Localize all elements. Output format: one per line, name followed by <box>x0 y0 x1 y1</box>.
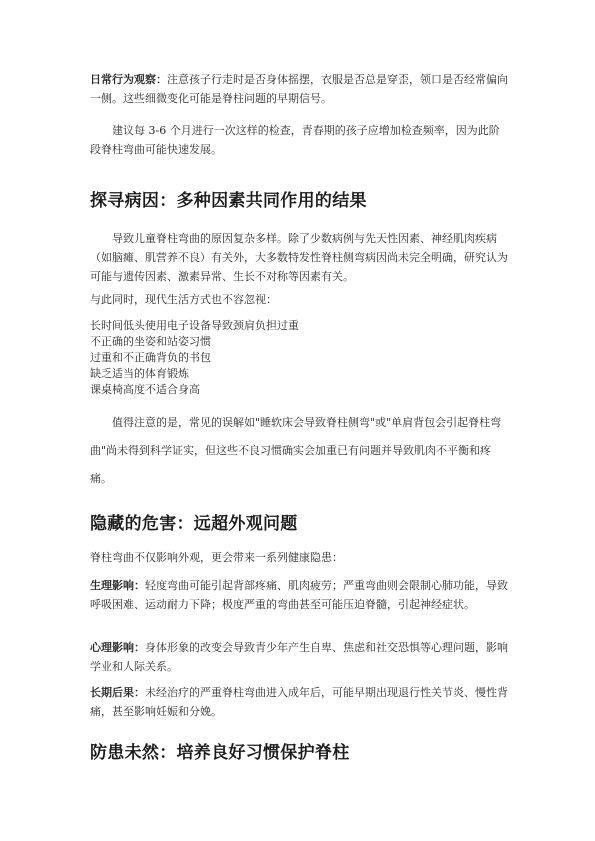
mental-impact-paragraph <box>90 638 508 676</box>
list-item: 课桌椅高度不适合身高 <box>90 383 200 396</box>
list-item: 长时间低头使用电子设备导致颈肩负担过重 <box>90 319 299 332</box>
list-item: 缺乏适当的体育锻炼 <box>90 367 189 380</box>
longterm-impact-paragraph <box>90 683 508 721</box>
misconception-note-paragraph: 值得注意的是，常见的误解如"睡软床会导致脊柱侧弯"或"单肩背包会引起脊柱弯曲"尚未得到科学证实，但这些不良习惯确实会加重已有问题并导致肌肉不平衡和疼痛。 <box>90 416 502 485</box>
lifestyle-lead-paragraph: 与此同时，现代生活方式也不容忽视： <box>90 293 277 306</box>
physical-impact-paragraph <box>90 576 508 614</box>
daily-observation-text: 注意孩子行走时是否身体摇摆，衣服是否总是穿歪，领口是否经常偏向一侧。这些细微变化可能是脊柱问题的早期信号。 <box>90 73 508 105</box>
mental-impact-text: 身体形象的改变会导致青少年产生自卑、焦虑和社交恐惧等心理问题，影响学业和人际关系。 <box>90 641 508 673</box>
list-item: 过重和不正确背负的书包 <box>90 351 211 364</box>
daily-observation-paragraph <box>90 70 508 108</box>
check-suggestion-paragraph: 建议每 3-6 个月进行一次这样的检查，青春期的孩子应增加检查频率，因为此阶段脊柱弯曲可能快速发展。 <box>90 124 500 156</box>
section-heading-causes: 探寻病因：多种因素共同作用的结果 <box>90 191 367 211</box>
lifestyle-factor-list <box>90 318 490 398</box>
list-item: 不正确的坐姿和站姿习惯 <box>90 335 211 348</box>
longterm-impact-label: 长期后果： <box>90 686 145 699</box>
mental-impact-label: 心理影响： <box>90 641 145 654</box>
hazards-intro-paragraph: 脊柱弯曲不仅影响外观，更会带来一系列健康隐患： <box>90 551 343 564</box>
daily-observation-label: 日常行为观察： <box>90 73 167 86</box>
longterm-impact-text: 未经治疗的严重脊柱弯曲进入成年后，可能早期出现退行性关节炎、慢性背痛，甚至影响妊娠和分娩。 <box>90 686 508 718</box>
section-heading-prevention: 防患未然：培养良好习惯保护脊柱 <box>90 743 350 763</box>
causes-intro-paragraph: 导致儿童脊柱弯曲的原因复杂多样。除了少数病例与先天性因素、神经肌肉疾病（如脑瘫、肌营养不良）有关外，大多数特发性脊柱侧弯病因尚未完全明确，研究认为可能与遗传因素、激素异常、生长不对称等因素有关。 <box>90 232 508 283</box>
physical-impact-label: 生理影响： <box>90 579 145 592</box>
physical-impact-text: 轻度弯曲可能引起背部疼痛、肌肉疲劳；严重弯曲则会限制心肺功能，导致呼吸困难、运动耐力下降；极度严重的弯曲甚至可能压迫脊髓，引起神经症状。 <box>90 579 508 611</box>
section-heading-hazards: 隐藏的危害：远超外观问题 <box>90 514 298 534</box>
